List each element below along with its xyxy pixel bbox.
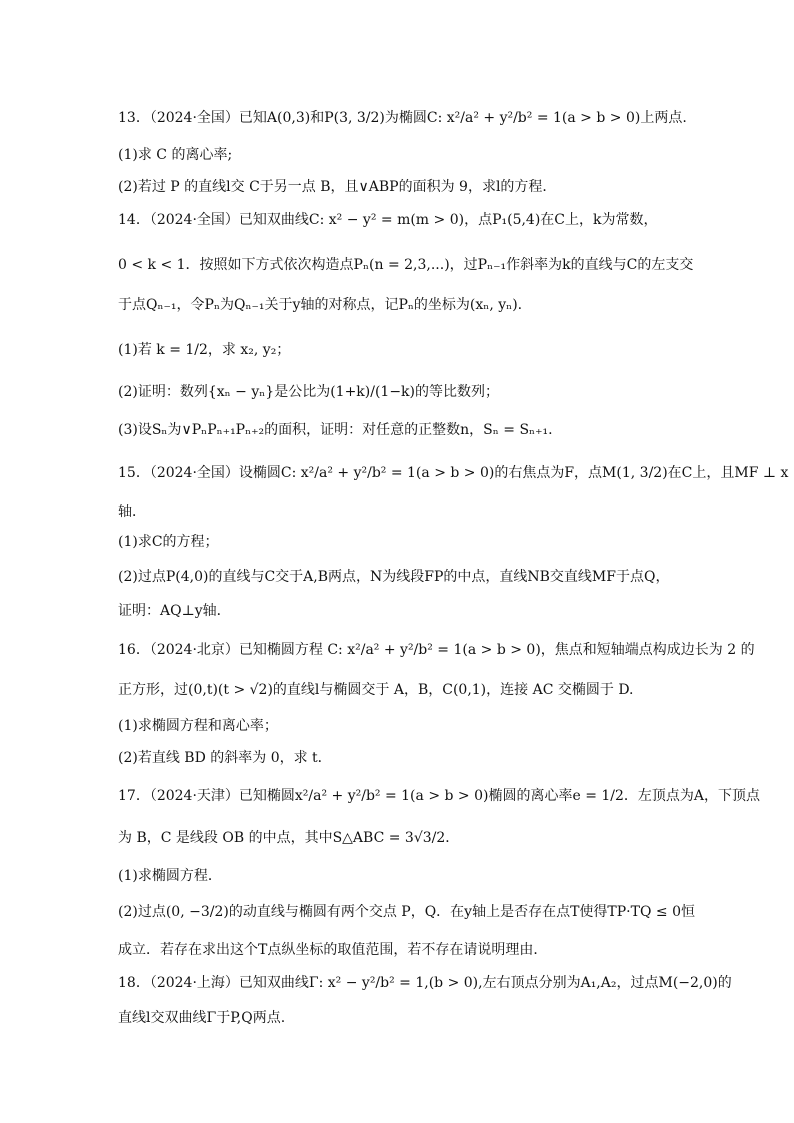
problem-14-statement-cont-1: 0 < k < 1．按照如下方式依次构造点Pₙ(n = 2,3,...)，过Pₙ₋₁作斜率为k的直线与C的左支交 [118, 257, 694, 273]
problem-17-part-2: (2)过点(0, −3/2)的动直线与椭圆有两个交点 P，Q．在y轴上是否存在点T使得TP·TQ ≤ 0恒 [118, 904, 695, 920]
problem-13-part-2: (2)若过 P 的直线l交 C于另一点 B，且∨ABP的面积为 9，求l的方程． [118, 179, 557, 195]
problem-16-part-2: (2)若直线 BD 的斜率为 0，求 t． [118, 750, 332, 766]
problem-15-part-2: (2)过点P(4,0)的直线与C交于A,B两点，N为线段FP的中点，直线NB交直线MF于点Q， [118, 569, 670, 585]
problem-17-part-1: (1)求椭圆方程． [118, 868, 222, 884]
problem-14-part-3: (3)设Sₙ为∨PₙPₙ₊₁Pₙ₊₂的面积，证明：对任意的正整数n，Sₙ = Sₙ₊₁. [118, 422, 553, 438]
problem-16-statement-cont: 正方形，过(0,t)(t > √2)的直线l与椭圆交于 A，B，C(0,1)，连接 AC 交椭圆于 D. [118, 682, 634, 698]
problem-17-part-2-cont: 成立．若存在求出这个T点纵坐标的取值范围，若不存在请说明理由． [118, 942, 548, 958]
problem-15-statement: 15．（2024·全国）设椭圆C: x²/a² + y²/b² = 1(a > b > 0)的右焦点为F，点M(1, 3/2)在C上，且MF ⊥ x [118, 465, 789, 481]
problem-14-statement: 14．（2024·全国）已知双曲线C: x² − y² = m(m > 0)，点P₁(5,4)在C上，k为常数， [118, 212, 658, 228]
problem-13-part-1: (1)求 C 的离心率; [118, 147, 233, 163]
problem-14-part-2: (2)证明：数列{xₙ − yₙ}是公比为(1+k)/(1−k)的等比数列； [118, 384, 500, 400]
problem-18-statement-cont: 直线l交双曲线Γ于P,Q两点. [118, 1010, 286, 1026]
problem-15-statement-cont: 轴． [118, 504, 146, 520]
problem-18-statement: 18．（2024·上海）已知双曲线Γ: x² − y²/b² = 1,(b > 0),左右顶点分别为A₁,A₂，过点M(−2,0)的 [118, 975, 732, 991]
problem-17-statement: 17．（2024·天津）已知椭圆x²/a² + y²/b² = 1(a > b > 0)椭圆的离心率e = 1/2．左顶点为A，下顶点 [118, 788, 761, 804]
problem-16-part-1: (1)求椭圆方程和离心率； [118, 718, 278, 734]
problem-13-statement: 13．（2024·全国）已知A(0,3)和P(3, 3/2)为椭圆C: x²/a² + y²/b² = 1(a > b > 0)上两点. [118, 110, 687, 126]
problem-16-statement: 16．（2024·北京）已知椭圆方程 C: x²/a² + y²/b² = 1(a > b > 0)，焦点和短轴端点构成边长为 2 的 [118, 642, 755, 658]
problem-17-statement-cont: 为 B，C 是线段 OB 的中点，其中S△ABC = 3√3/2． [118, 830, 460, 846]
problem-14-statement-cont-2: 于点Qₙ₋₁，令Pₙ为Qₙ₋₁关于y轴的对称点，记Pₙ的坐标为(xₙ, yₙ). [118, 297, 523, 313]
problem-15-part-1: (1)求C的方程； [118, 534, 219, 550]
problem-15-part-2-cont: 证明：AQ⊥y轴． [118, 603, 231, 619]
problem-14-part-1: (1)若 k = 1/2，求 x₂, y₂； [118, 342, 291, 358]
